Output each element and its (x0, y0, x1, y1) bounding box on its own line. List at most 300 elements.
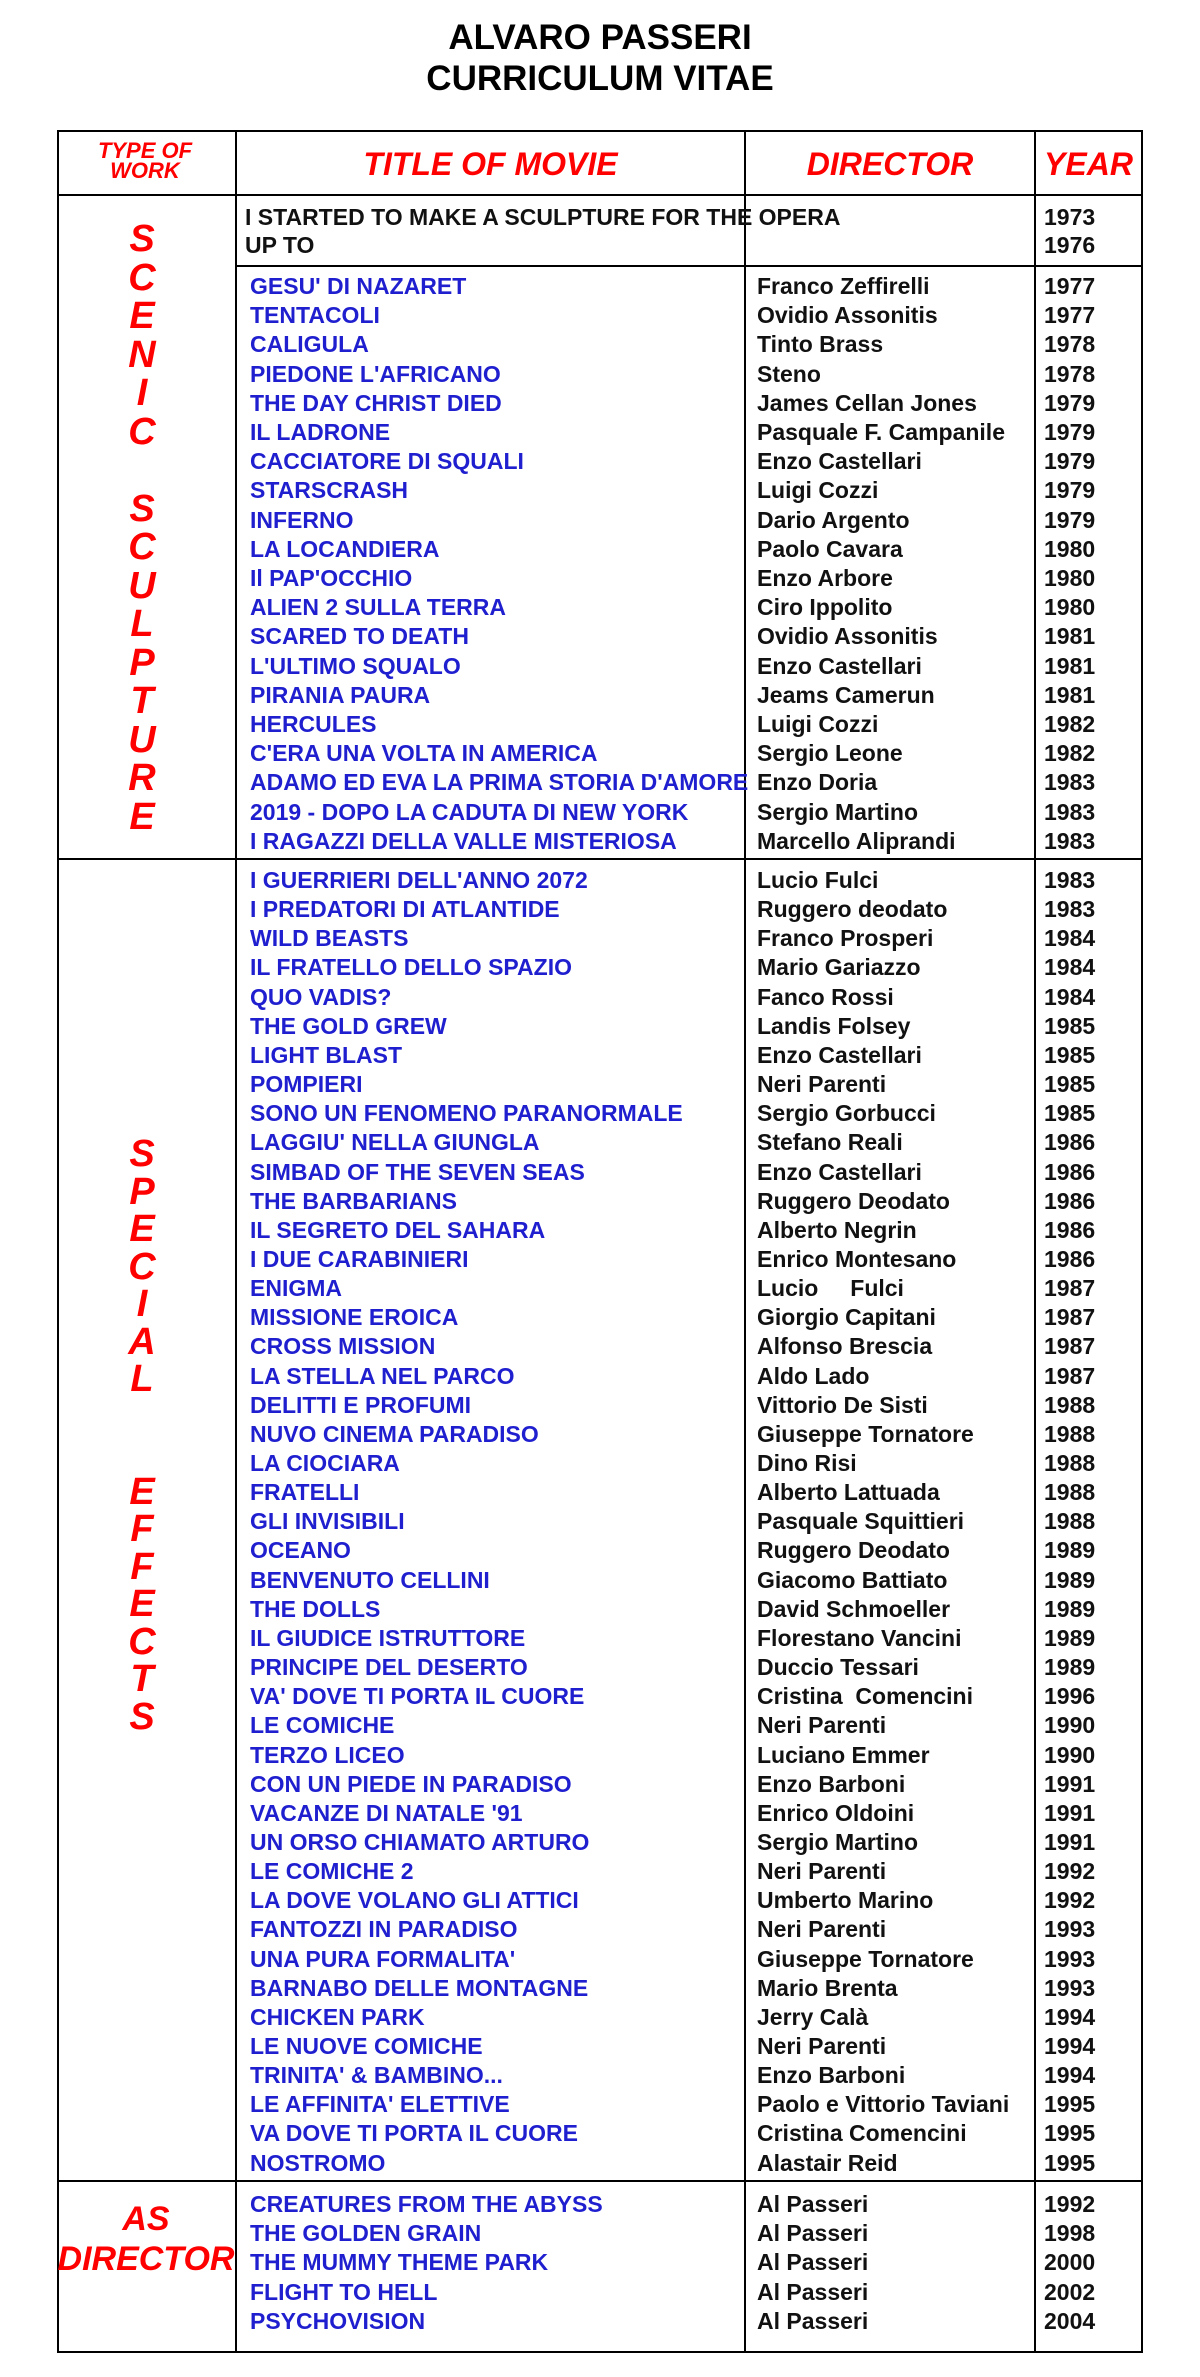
section-label-letter: E (129, 295, 155, 337)
table-row (0, 1799, 1200, 1828)
movie-title: LIGHT BLAST (250, 1041, 403, 1068)
section-label-letter: S (129, 218, 155, 260)
director-name: Neri Parenti (757, 1858, 887, 1885)
release-year: 1991 (1044, 1770, 1096, 1797)
movie-title: LAGGIU' NELLA GIUNGLA (250, 1129, 540, 1156)
table-row (0, 798, 1200, 827)
table-row (0, 1128, 1200, 1157)
movie-title: Il PAP'OCCHIO (250, 565, 413, 591)
director-name: Neri Parenti (757, 1916, 887, 1943)
release-year: 1990 (1044, 1741, 1096, 1768)
release-year: 1995 (1044, 2149, 1096, 2176)
release-year: 1989 (1044, 1654, 1096, 1681)
release-year: 1979 (1044, 419, 1096, 445)
release-year: 1983 (1044, 769, 1096, 796)
director-name: Marcello Aliprandi (757, 827, 956, 854)
director-name: Aldo Lado (757, 1362, 870, 1389)
table-row (0, 2090, 1200, 2119)
movie-title: NOSTROMO (250, 2149, 386, 2176)
section-label-letter: I (136, 372, 148, 414)
release-year: 1984 (1044, 925, 1096, 952)
table-row (0, 1711, 1200, 1740)
director-name: Cristina Comencini (757, 1683, 973, 1710)
director-name: Mario Gariazzo (757, 954, 921, 981)
section-label-letter: P (129, 641, 155, 684)
release-year: 1986 (1044, 1129, 1096, 1156)
release-year: 1980 (1044, 565, 1096, 591)
table-row (0, 476, 1200, 505)
director-name: Sergio Leone (757, 740, 903, 767)
director-name: Enrico Montesano (757, 1245, 957, 1272)
director-name: Lucio Fulci (757, 1275, 904, 1302)
director-name: Neri Parenti (757, 2033, 887, 2059)
movie-title: CREATURES FROM THE ABYSS (250, 2191, 603, 2217)
table-row (0, 895, 1200, 924)
director-name: Enzo Castellari (757, 652, 922, 679)
movie-title: THE MUMMY THEME PARK (250, 2249, 549, 2276)
table-row (0, 360, 1200, 389)
section-label-letter: R (128, 757, 156, 799)
director-name: Fanco Rossi (757, 983, 894, 1010)
release-year: 1977 (1044, 302, 1096, 329)
table-row (0, 1828, 1200, 1857)
movie-title: IL GIUDICE ISTRUTTORE (250, 1624, 526, 1651)
release-year: 1989 (1044, 1624, 1096, 1651)
table-row (0, 1770, 1200, 1799)
director-name: Al Passeri (757, 2191, 869, 2217)
movie-title: FANTOZZI IN PARADISO (250, 1916, 518, 1943)
table-row (0, 447, 1200, 476)
release-year: 1988 (1044, 1450, 1096, 1476)
movie-title: SIMBAD OF THE SEVEN SEAS (250, 1158, 585, 1185)
movie-title: I PREDATORI DI ATLANTIDE (250, 896, 560, 923)
section-label-letter: E (129, 1208, 155, 1250)
person-name: ALVARO PASSERI (448, 18, 752, 57)
release-year: 1994 (1044, 2033, 1096, 2059)
director-name: Alberto Lattuada (757, 1479, 940, 1506)
director-name: Pasquale F. Campanile (757, 419, 1005, 445)
table-row (0, 564, 1200, 593)
release-year: 1981 (1044, 623, 1096, 650)
director-name: Enzo Barboni (757, 2062, 906, 2089)
director-name: Franco Prosperi (757, 925, 934, 952)
release-year: 1988 (1044, 1420, 1096, 1447)
director-name: Jeams Camerun (757, 681, 935, 708)
section-label-letter: E (129, 795, 155, 838)
director-name: Ovidio Assonitis (757, 623, 938, 650)
director-name: James Cellan Jones (757, 389, 977, 416)
director-name: Enzo Doria (757, 769, 878, 796)
release-year: 1987 (1044, 1333, 1096, 1360)
table-row (0, 1187, 1200, 1216)
section-label-letter: A (128, 1320, 156, 1363)
section-label-letter: S (129, 1133, 155, 1175)
column-header-type: TYPE OF WORK (97, 138, 193, 183)
opera-year-end: 1976 (1044, 232, 1096, 258)
table-row (0, 2003, 1200, 2032)
release-year: 1983 (1044, 827, 1096, 854)
section-label-letter: S (129, 1695, 155, 1738)
director-name: Tinto Brass (757, 331, 884, 358)
movie-title: VACANZE DI NATALE '91 (250, 1799, 523, 1826)
release-year: 1987 (1044, 1275, 1096, 1302)
column-header-director: DIRECTOR (806, 146, 974, 182)
director-name: Al Passeri (757, 2307, 869, 2334)
movie-title: FRATELLI (250, 1479, 360, 1506)
movie-title: THE DOLLS (250, 1595, 381, 1622)
release-year: 1984 (1044, 983, 1096, 1010)
release-year: 1992 (1044, 1858, 1096, 1885)
table-row (0, 1449, 1200, 1478)
director-name: Luigi Cozzi (757, 477, 879, 504)
movie-title: LE COMICHE (250, 1712, 395, 1739)
director-name: Alfonso Brescia (757, 1333, 933, 1360)
release-year: 1989 (1044, 1537, 1096, 1564)
header-bottom-border (57, 194, 1143, 196)
movie-title: IL SEGRETO DEL SAHARA (250, 1216, 546, 1243)
section-label-letter: S (129, 487, 155, 530)
table-row (0, 2190, 1200, 2219)
movie-title: GLI INVISIBILI (250, 1508, 405, 1535)
table-row (0, 2219, 1200, 2248)
movie-title: STARSCRASH (250, 477, 409, 504)
release-year: 1988 (1044, 1391, 1096, 1418)
release-year: 1993 (1044, 1945, 1096, 1972)
section1-bottom-border (57, 858, 1143, 860)
table-row (0, 1915, 1200, 1944)
release-year: 1994 (1044, 2003, 1096, 2030)
director-name: Ciro Ippolito (757, 594, 893, 621)
director-name: Al Passeri (757, 2249, 869, 2276)
release-year: 1978 (1044, 360, 1096, 387)
table-row (0, 2119, 1200, 2148)
movie-title: UNA PURA FORMALITA' (250, 1945, 516, 1972)
release-year: 1995 (1044, 2120, 1096, 2147)
director-name: Alberto Negrin (757, 1216, 917, 1243)
table-row (0, 1274, 1200, 1303)
table-row (0, 1886, 1200, 1915)
section-label-letter: P (129, 1170, 155, 1213)
table-row (0, 1595, 1200, 1624)
director-name: Enzo Castellari (757, 448, 922, 475)
movie-title: PIRANIA PAURA (250, 681, 431, 708)
director-name: Enzo Arbore (757, 565, 893, 591)
table-row (0, 827, 1200, 856)
section2-bottom-border (57, 2180, 1143, 2182)
movie-title: THE GOLD GREW (250, 1012, 447, 1039)
table-row (0, 418, 1200, 447)
release-year: 1982 (1044, 711, 1096, 737)
table-row (0, 1012, 1200, 1041)
section-label-letter: U (128, 718, 156, 761)
section-label-letter: C (128, 1245, 156, 1288)
release-year: 1985 (1044, 1041, 1096, 1068)
movie-title: PSYCHOVISION (250, 2307, 426, 2334)
release-year: 1985 (1044, 1012, 1096, 1039)
table-row (0, 1332, 1200, 1361)
movie-title: UN ORSO CHIAMATO ARTURO (250, 1828, 590, 1855)
release-year: 1987 (1044, 1362, 1096, 1389)
director-name: Neri Parenti (757, 1071, 887, 1098)
table-row (0, 1536, 1200, 1565)
table-top-border (57, 130, 1143, 132)
table-row (0, 2278, 1200, 2307)
movie-title: DELITTI E PROFUMI (250, 1391, 472, 1418)
column-header-year: YEAR (1044, 146, 1133, 182)
release-year: 1994 (1044, 2062, 1096, 2089)
director-name: Enzo Castellari (757, 1041, 922, 1068)
release-year: 2004 (1044, 2307, 1096, 2334)
director-name: Sergio Gorbucci (757, 1100, 936, 1127)
release-year: 1993 (1044, 1916, 1096, 1943)
table-row (0, 1216, 1200, 1245)
release-year: 1988 (1044, 1479, 1096, 1506)
table-row (0, 1566, 1200, 1595)
director-name: Ruggero Deodato (757, 1537, 950, 1564)
movie-title: I GUERRIERI DELL'ANNO 2072 (250, 867, 588, 893)
movie-title: LE COMICHE 2 (250, 1858, 414, 1885)
movie-title: CALIGULA (250, 331, 369, 358)
section-label-letter: C (128, 1620, 156, 1663)
director-name: Giorgio Capitani (757, 1304, 936, 1331)
movie-title: ADAMO ED EVA LA PRIMA STORIA D'AMORE (250, 769, 749, 796)
director-name: Ruggero Deodato (757, 1187, 950, 1214)
movie-title: SONO UN FENOMENO PARANORMALE (250, 1100, 683, 1127)
movie-title: IL FRATELLO DELLO SPAZIO (250, 954, 572, 981)
movie-title: CROSS MISSION (250, 1333, 436, 1360)
release-year: 1986 (1044, 1245, 1096, 1272)
release-year: 1990 (1044, 1712, 1096, 1739)
table-bottom-border (57, 2351, 1143, 2353)
section-label-letter: L (130, 1358, 154, 1400)
release-year: 1981 (1044, 681, 1096, 708)
table-row (0, 1857, 1200, 1886)
release-year: 1978 (1044, 331, 1096, 358)
movie-title: CON UN PIEDE IN PARADISO (250, 1770, 572, 1797)
table-row (0, 389, 1200, 418)
table-row (0, 593, 1200, 622)
movie-title: IL LADRONE (250, 419, 391, 445)
movie-title: TENTACOLI (250, 302, 380, 329)
movie-title: POMPIERI (250, 1071, 363, 1098)
director-name: Duccio Tessari (757, 1654, 919, 1681)
table-row (0, 1099, 1200, 1128)
table-row (0, 1070, 1200, 1099)
movie-title: VA DOVE TI PORTA IL CUORE (250, 2120, 578, 2147)
as-director-line-1: AS (122, 2200, 170, 2238)
table-row (0, 768, 1200, 797)
section-label-letter: C (128, 256, 156, 299)
movie-title: L'ULTIMO SQUALO (250, 652, 461, 679)
director-name: Mario Brenta (757, 1974, 898, 2001)
table-row (0, 1041, 1200, 1070)
table-row (0, 1245, 1200, 1274)
director-name: Steno (757, 360, 821, 387)
movie-title: 2019 - DOPO LA CADUTA DI NEW YORK (250, 798, 689, 825)
movie-title: I RAGAZZI DELLA VALLE MISTERIOSA (250, 827, 677, 854)
table-row (0, 301, 1200, 330)
table-row (0, 1507, 1200, 1536)
movie-title: PRINCIPE DEL DESERTO (250, 1654, 528, 1681)
movie-title: QUO VADIS? (250, 983, 392, 1010)
movie-title: LA LOCANDIERA (250, 535, 440, 562)
director-name: Dino Risi (757, 1450, 857, 1476)
movie-title: FLIGHT TO HELL (250, 2278, 438, 2305)
opera-line-1: I STARTED TO MAKE A SCULPTURE FOR THE OPERA (245, 204, 841, 230)
table-row (0, 739, 1200, 768)
movie-title: INFERNO (250, 506, 354, 533)
release-year: 1991 (1044, 1799, 1096, 1826)
director-name: Paolo e Vittorio Taviani (757, 2091, 1010, 2118)
movie-title: LA DOVE VOLANO GLI ATTICI (250, 1887, 579, 1914)
movie-title: MISSIONE EROICA (250, 1304, 459, 1331)
movie-title: LE NUOVE COMICHE (250, 2033, 483, 2059)
movie-title: THE DAY CHRIST DIED (250, 389, 502, 416)
document-title: CURRICULUM VITAE (426, 59, 774, 98)
release-year: 1988 (1044, 1508, 1096, 1535)
release-year: 1995 (1044, 2091, 1096, 2118)
table-row (0, 710, 1200, 739)
section-label-letter: F (130, 1508, 154, 1550)
table-row (0, 1158, 1200, 1187)
table-row (0, 1420, 1200, 1449)
section-label-letter: C (128, 410, 156, 453)
table-row (0, 652, 1200, 681)
release-year: 1982 (1044, 740, 1096, 767)
director-name: Ruggero deodato (757, 896, 948, 923)
table-row (0, 681, 1200, 710)
movie-title: HERCULES (250, 711, 377, 737)
director-name: Dario Argento (757, 506, 910, 533)
director-name: Alastair Reid (757, 2149, 898, 2176)
release-year: 1986 (1044, 1216, 1096, 1243)
director-name: Cristina Comencini (757, 2120, 967, 2147)
table-row (0, 1362, 1200, 1391)
section-label-letter: T (130, 680, 154, 722)
director-name: Franco Zeffirelli (757, 273, 930, 299)
table-row (0, 1653, 1200, 1682)
director-name: Luigi Cozzi (757, 711, 879, 737)
release-year: 1983 (1044, 798, 1096, 825)
release-year: 1992 (1044, 2191, 1096, 2217)
release-year: 2002 (1044, 2278, 1096, 2305)
movie-title: GESU' DI NAZARET (250, 273, 467, 299)
director-name: Pasquale Squittieri (757, 1508, 965, 1535)
opera-year-start: 1973 (1044, 204, 1096, 230)
release-year: 2000 (1044, 2249, 1096, 2276)
release-year: 1983 (1044, 896, 1096, 923)
movie-title: CACCIATORE DI SQUALI (250, 448, 524, 475)
movie-title: TRINITA' & BAMBINO... (250, 2062, 503, 2089)
column-header-title: TITLE OF MOVIE (363, 146, 618, 182)
movie-title: LE AFFINITA' ELETTIVE (250, 2091, 510, 2118)
section-label-letter: I (136, 1283, 148, 1325)
section-label-letter: L (130, 603, 154, 645)
movie-title: PIEDONE L'AFRICANO (250, 360, 501, 387)
release-year: 1993 (1044, 1974, 1096, 2001)
release-year: 1977 (1044, 273, 1096, 299)
movie-title: WILD BEASTS (250, 925, 409, 952)
table-row (0, 2307, 1200, 2336)
director-name: Al Passeri (757, 2278, 869, 2305)
table-row (0, 330, 1200, 359)
director-name: Ovidio Assonitis (757, 302, 938, 329)
table-row (0, 866, 1200, 895)
director-name: Enzo Barboni (757, 1770, 906, 1797)
movie-title: ENIGMA (250, 1275, 342, 1302)
release-year: 1985 (1044, 1100, 1096, 1127)
table-row (0, 506, 1200, 535)
table-row (0, 2061, 1200, 2090)
release-year: 1996 (1044, 1683, 1096, 1710)
table-row (0, 2149, 1200, 2178)
movie-title: C'ERA UNA VOLTA IN AMERICA (250, 740, 598, 767)
director-name: Giuseppe Tornatore (757, 1420, 974, 1447)
section-label-letter: E (129, 1583, 155, 1625)
director-name: Neri Parenti (757, 1712, 887, 1739)
director-name: Enzo Castellari (757, 1158, 922, 1185)
release-year: 1984 (1044, 954, 1096, 981)
table-row (0, 1624, 1200, 1653)
movie-title: SCARED TO DEATH (250, 623, 469, 650)
release-year: 1986 (1044, 1158, 1096, 1185)
table-row (0, 2248, 1200, 2277)
release-year: 1980 (1044, 594, 1096, 621)
table-row (0, 924, 1200, 953)
movie-title: LA CIOCIARA (250, 1450, 400, 1476)
release-year: 1979 (1044, 389, 1096, 416)
section-label-letter: U (128, 564, 156, 607)
release-year: 1987 (1044, 1304, 1096, 1331)
movie-title: LA STELLA NEL PARCO (250, 1362, 515, 1389)
table-row (0, 2032, 1200, 2061)
director-name: Paolo Cavara (757, 535, 903, 562)
table-row (0, 622, 1200, 651)
director-name: Giuseppe Tornatore (757, 1945, 974, 1972)
director-name: Lucio Fulci (757, 867, 879, 893)
director-name: Giacomo Battiato (757, 1566, 948, 1593)
release-year: 1991 (1044, 1828, 1096, 1855)
director-name: Florestano Vancini (757, 1624, 962, 1651)
movie-title: VA' DOVE TI PORTA IL CUORE (250, 1683, 585, 1710)
director-name: Stefano Reali (757, 1129, 903, 1156)
section-label-letter: E (129, 1470, 155, 1513)
director-name: Sergio Martino (757, 798, 919, 825)
movie-title: CHICKEN PARK (250, 2003, 425, 2030)
table-row (0, 1741, 1200, 1770)
table-row (0, 983, 1200, 1012)
release-year: 1979 (1044, 448, 1096, 475)
director-name: Enrico Oldoini (757, 1799, 915, 1826)
release-year: 1980 (1044, 535, 1096, 562)
release-year: 1989 (1044, 1595, 1096, 1622)
section-label-letter: F (130, 1545, 154, 1588)
release-year: 1981 (1044, 652, 1096, 679)
release-year: 1998 (1044, 2220, 1096, 2247)
director-name: Sergio Martino (757, 1828, 919, 1855)
movie-title: BENVENUTO CELLINI (250, 1566, 490, 1593)
release-year: 1989 (1044, 1566, 1096, 1593)
table-row (0, 1478, 1200, 1507)
opera-line-2: UP TO (245, 232, 315, 258)
section-label-letter: T (130, 1658, 154, 1700)
release-year: 1986 (1044, 1187, 1096, 1214)
movie-title: THE GOLDEN GRAIN (250, 2220, 482, 2247)
as-director-line-2: DIRECTOR (57, 2240, 235, 2278)
director-name: Jerry Calà (757, 2003, 869, 2030)
table-row (0, 535, 1200, 564)
table-row (0, 1945, 1200, 1974)
